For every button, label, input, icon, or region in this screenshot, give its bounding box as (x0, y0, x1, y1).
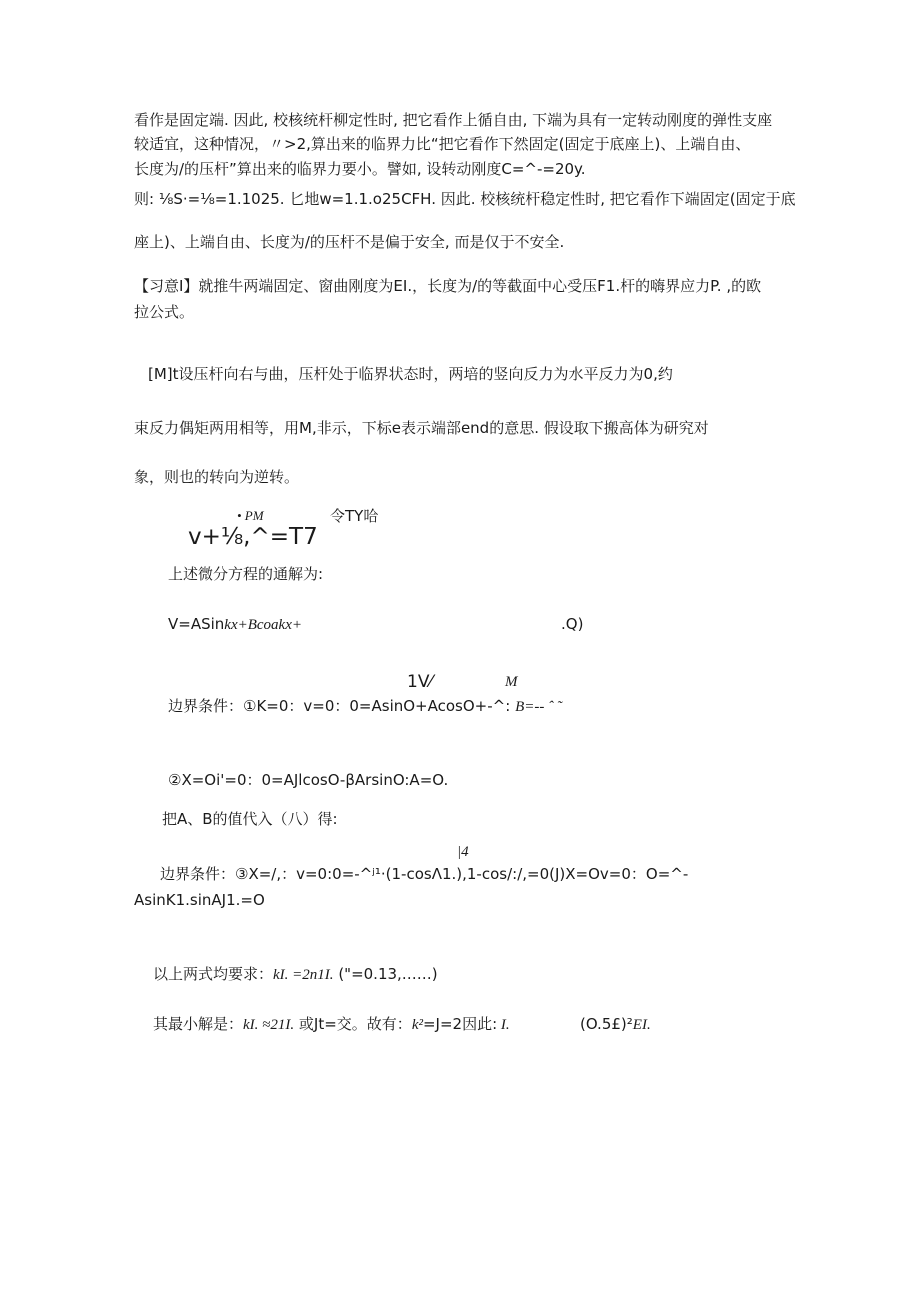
min-solution-mid: 或Jt=交。故有： (294, 1015, 412, 1033)
both-require-rest: ("=0.13,……) (333, 965, 438, 983)
min-solution-italic4: EI. (632, 1017, 651, 1033)
eq2-left: V=ASin (168, 615, 225, 633)
annotation-m: M (505, 674, 518, 690)
solution-line1: [M]t设压杆向右与曲，压杆处于临界状态时，两培的竖向反力为水平反力为0,约 (148, 365, 673, 383)
min-solution-italic3: I. (497, 1017, 510, 1033)
para1-line1: 看作是固定端. 因此, 校核统杆柳定性时, 把它看作上循自由, 下端为具有一定转动刚度的弹性支座 (134, 111, 773, 129)
min-solution-italic1: kI. ≈21I. (243, 1017, 295, 1033)
boundary-condition-2: ②X=Oi'=0：0=AJlcosO-βArsinO:A=O. (168, 771, 449, 789)
para2-line1: 则: ⅛S·=⅛=1.1025. 匕地w=1.1.o25CFH. 因此. 校核统杆稳定性时, 把它看作下端固定(固定于底 (134, 190, 796, 208)
para2-line2: 座上)、上端自由、长度为/的压杆不是偏于安全, 而是仅于不安全. (134, 233, 565, 251)
para1-line2: 较适宜，这种情况，〃>2,算出来的临界力比“把它看作下然固定(固定于底座上)、上端自由、 (134, 135, 751, 153)
solution-line3: 象，则也的转向为逆转。 (134, 468, 300, 486)
substitute-line: 把A、B的值代入（八）得: (162, 810, 338, 828)
min-solution-mid2: =J=2因此: (422, 1015, 498, 1033)
eq2-italic: kx+Bcoakx+ (224, 617, 302, 633)
para1-line3: 长度为/的压杆”算出来的临界力要小。譬如, 设转动刚度C=^-=20y. (134, 160, 586, 178)
min-solution-formula-main: (O.5£)² (580, 1015, 633, 1033)
min-solution-line (153, 1014, 510, 1035)
annotation-4: |4 (457, 844, 469, 860)
eq1-superscript: • PM (237, 508, 264, 523)
eq1-main: v+⅟₈,^=T7 (188, 524, 318, 550)
min-solution-formula (580, 1014, 651, 1035)
boundary1-tail: B=-- ˆ ˜ (515, 699, 562, 715)
exercise-line1: 【习意I】就推牛两端固定、窗曲刚度为EI.，长度为/的等截面中心受压F1.杆的嗨界应力P. ,的欧 (134, 277, 762, 295)
both-require-line (153, 964, 438, 985)
both-require-label: 以上两式均要求： (153, 965, 274, 983)
exercise-line2: 拉公式。 (134, 303, 195, 321)
boundary3-line2: AsinK1.sinAJ1.=O (134, 891, 265, 909)
boundary3-line1: 边界条件：③X=/,：v=0:0=-^ʲ¹·(1-cosΛ1.),1-cos/:/,=0(J)X=Ov=0：O=^- (160, 865, 689, 883)
general-solution-label: 上述微分方程的通解为: (168, 565, 324, 583)
boundary-condition-1 (168, 696, 562, 717)
solution-line2: 束反力偶矩两用相等，用M,非示，下标e表示端部end的意思. 假设取下搬高体为研究对 (134, 419, 709, 437)
both-require-italic: kI. =2n1I. (273, 967, 334, 983)
eq1-right: 令TY哈 (330, 507, 379, 525)
min-solution-label: 其最小解是： (153, 1015, 244, 1033)
min-solution-italic2: k² (411, 1017, 423, 1033)
eq2 (168, 614, 302, 635)
eq2-tag: .Q) (561, 615, 584, 633)
boundary1-text: 边界条件：①K=0：v=0：0=AsinO+AcosO+-^: (168, 697, 511, 715)
annotation-1v: 1V⁄ (407, 672, 433, 692)
